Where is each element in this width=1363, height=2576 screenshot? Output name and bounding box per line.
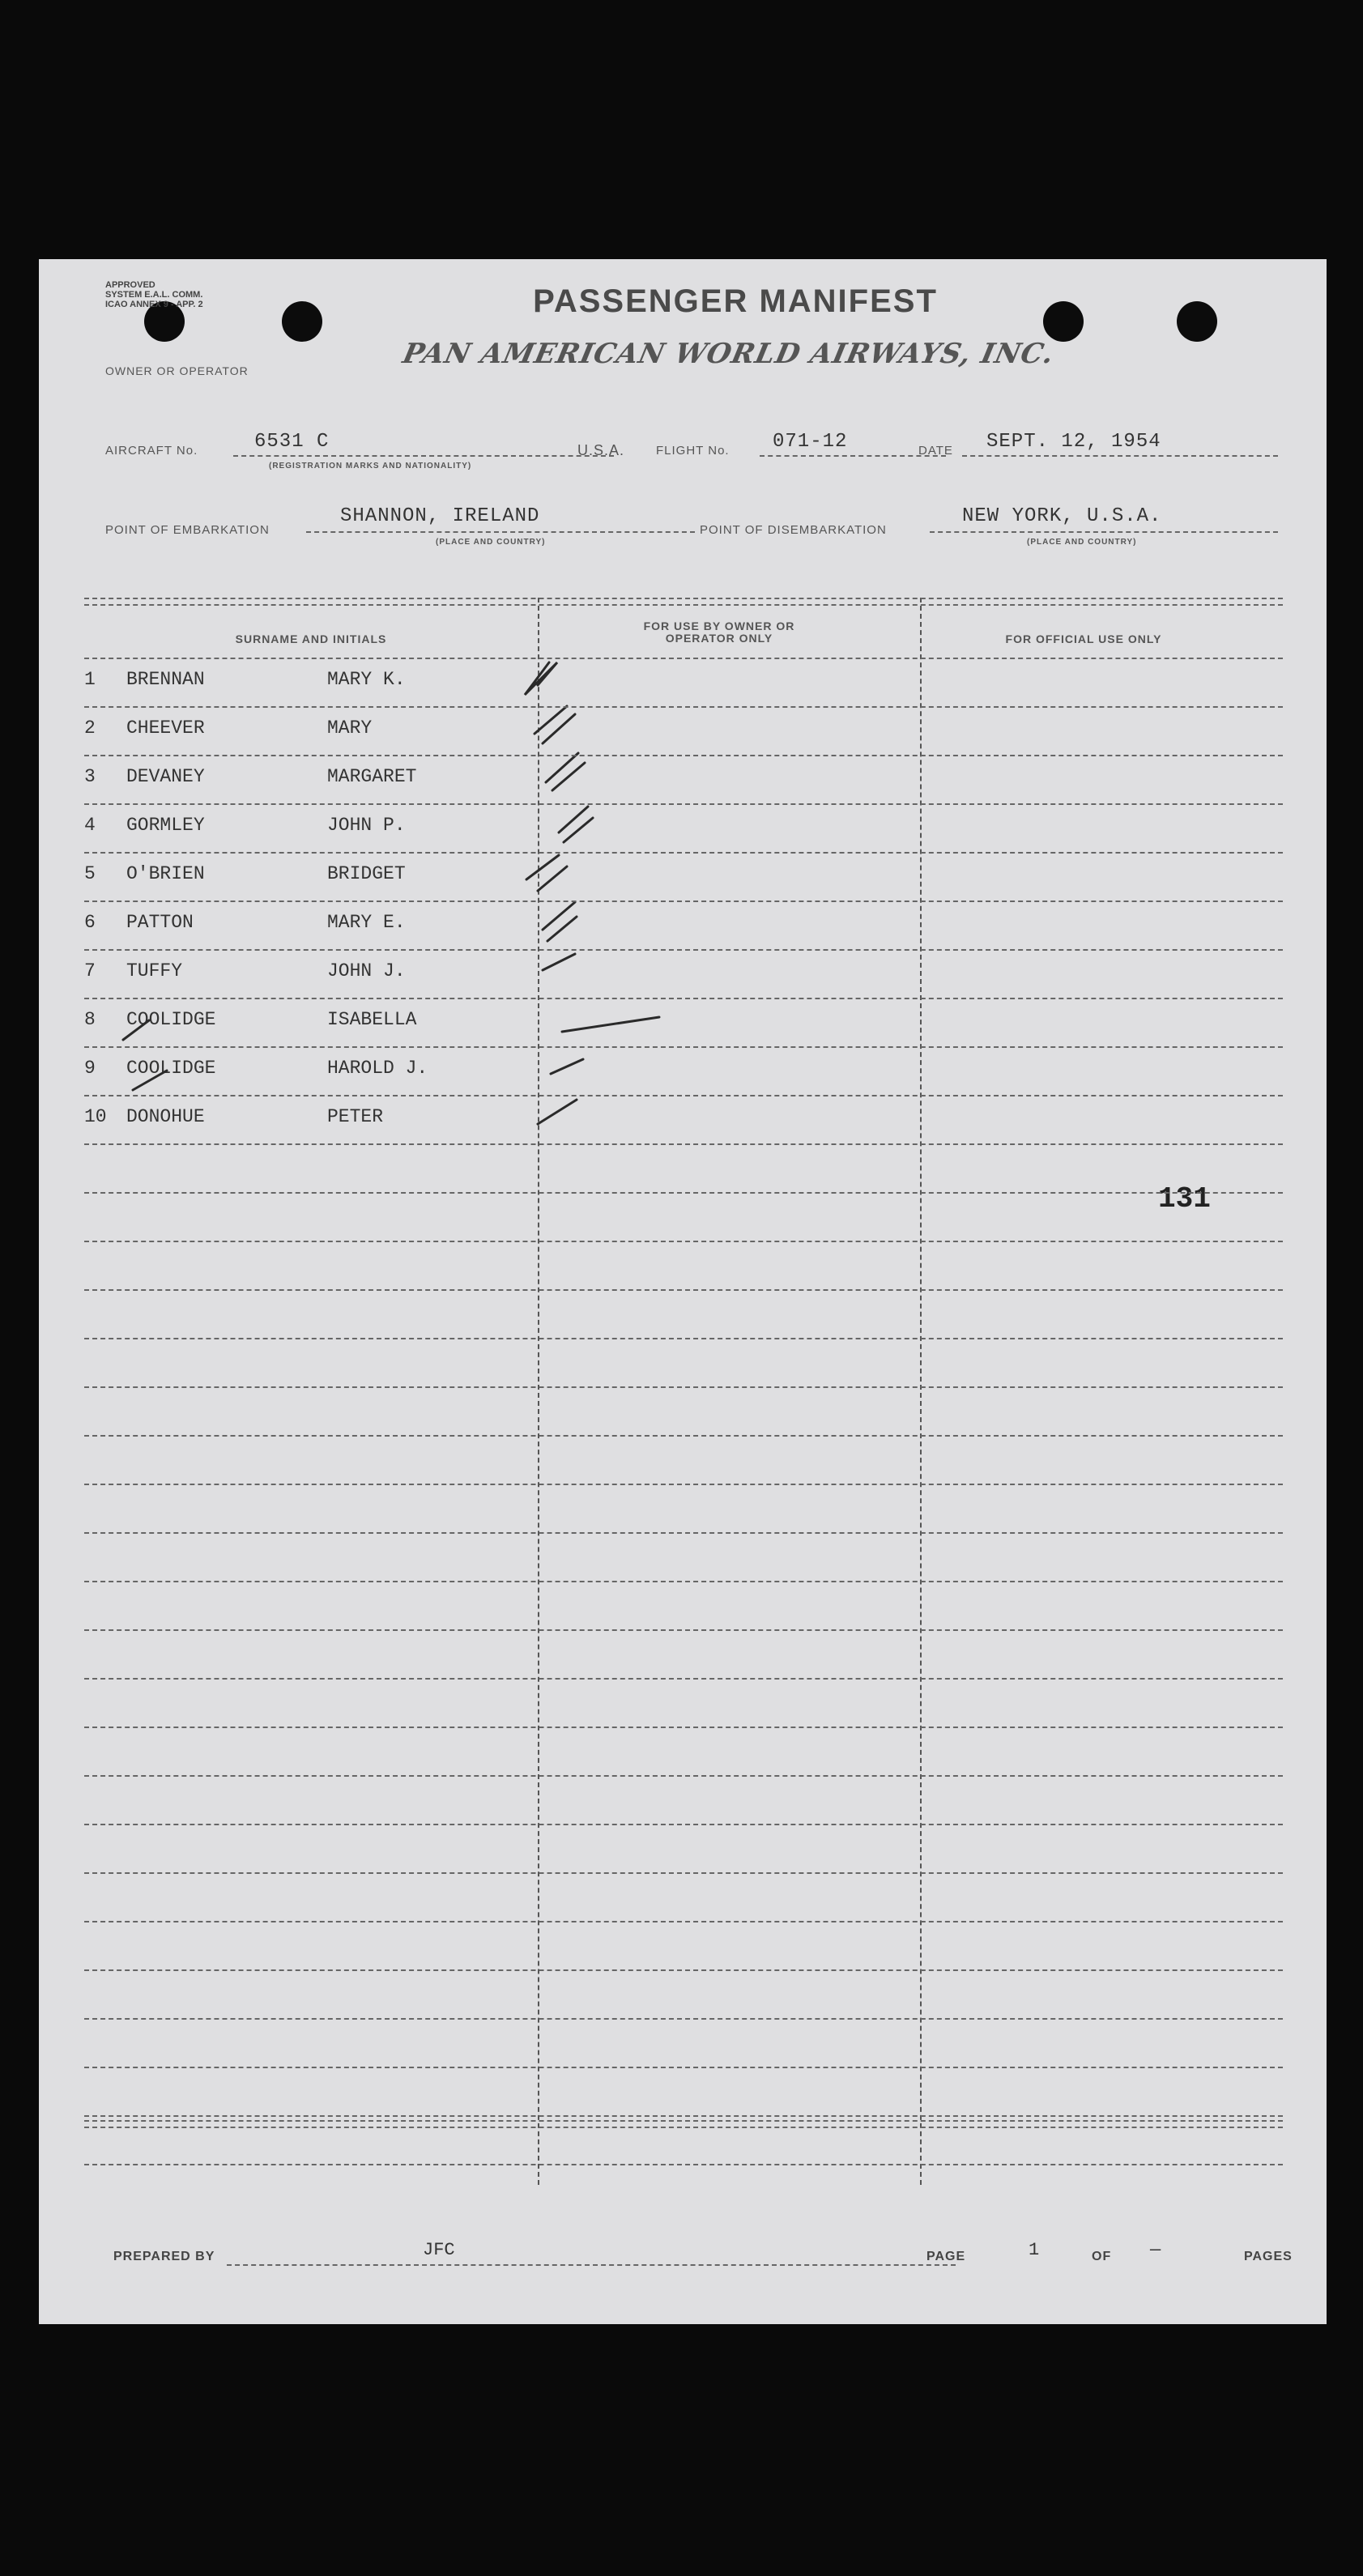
row-surname: DEVANEY <box>126 766 205 787</box>
row-given-name: BRIDGET <box>327 863 406 884</box>
check-mark <box>546 753 585 790</box>
airline-name: PAN AMERICAN WORLD AIRWAYS, INC. <box>399 338 1058 370</box>
of-value: — <box>1150 2240 1161 2260</box>
table-rule <box>84 1629 1283 1631</box>
date-underline <box>962 455 1278 457</box>
table-rule <box>84 1921 1283 1922</box>
table-rule <box>84 803 1283 805</box>
table-rule <box>84 998 1283 999</box>
aircraft-caption: (REGISTRATION MARKS AND NATIONALITY) <box>269 462 472 470</box>
punch-hole <box>282 301 322 342</box>
table-rule <box>84 1143 1283 1145</box>
date-label: DATE <box>918 444 953 458</box>
table-rule <box>84 1532 1283 1534</box>
table-rule <box>84 1046 1283 1048</box>
row-surname: O'BRIEN <box>126 863 205 884</box>
table-rule <box>84 901 1283 902</box>
table-rule <box>84 2127 1283 2128</box>
manifest-sheet <box>39 259 1327 2324</box>
row-surname: CHEEVER <box>126 717 205 739</box>
row-surname: GORMLEY <box>126 815 205 836</box>
table-rule <box>84 1824 1283 1825</box>
table-rule <box>84 1192 1283 1194</box>
embark-label: POINT OF EMBARKATION <box>105 523 270 537</box>
row-surname: PATTON <box>126 912 194 933</box>
table-rule <box>84 1969 1283 1971</box>
flight-value: 071-12 <box>773 431 848 453</box>
punch-hole <box>1043 301 1084 342</box>
table-rule <box>84 658 1283 659</box>
table-rule <box>84 1775 1283 1777</box>
row-number: 6 <box>84 912 96 933</box>
page-value: 1 <box>1029 2240 1040 2260</box>
page-label: PAGE <box>926 2250 966 2263</box>
col-official-header: FOR OFFICIAL USE ONLY <box>1005 632 1162 645</box>
row-given-name: MARGARET <box>327 766 417 787</box>
prepared-underline <box>227 2264 956 2266</box>
col-owner-header: FOR USE BY OWNER OR OPERATOR ONLY <box>643 620 795 645</box>
table-rule <box>84 2164 1283 2165</box>
row-surname: BRENNAN <box>126 669 205 690</box>
aircraft-label: AIRCRAFT No. <box>105 444 198 458</box>
official-stamp-number: 131 <box>1158 1182 1211 1216</box>
row-given-name: MARY E. <box>327 912 406 933</box>
table-rule <box>84 1484 1283 1485</box>
table-rule <box>84 1435 1283 1437</box>
table-rule <box>84 2018 1283 2020</box>
table-rule <box>84 1678 1283 1680</box>
table-rule <box>84 2120 1283 2122</box>
col-surname-header: SURNAME AND INITIALS <box>235 632 387 645</box>
table-rule <box>84 755 1283 756</box>
table-rule <box>84 598 1283 599</box>
row-surname: TUFFY <box>126 960 183 981</box>
column-divider <box>920 598 922 2185</box>
table-rule <box>84 2115 1283 2117</box>
pages-label: PAGES <box>1244 2250 1293 2263</box>
row-number: 5 <box>84 863 96 884</box>
check-mark <box>525 662 557 695</box>
check-mark <box>543 954 575 970</box>
table-rule <box>84 706 1283 708</box>
check-marks <box>84 598 716 1181</box>
aircraft-underline <box>233 455 614 457</box>
country-value: U.S.A. <box>577 442 625 458</box>
embark-value: SHANNON, IRELAND <box>340 505 540 527</box>
check-mark <box>559 807 593 842</box>
table-rule <box>84 2067 1283 2068</box>
table-rule <box>84 1289 1283 1291</box>
row-surname: COOLIDGE <box>126 1009 216 1030</box>
row-number: 1 <box>84 669 96 690</box>
check-mark <box>562 1017 659 1032</box>
embark-underline <box>306 531 695 533</box>
approval-note-2: SYSTEM E.A.L. COMM. <box>105 290 203 300</box>
row-given-name: JOHN J. <box>327 960 406 981</box>
check-mark <box>133 1071 167 1090</box>
row-given-name: JOHN P. <box>327 815 406 836</box>
check-mark <box>535 706 575 743</box>
prepared-by-value: JFC <box>423 2240 455 2260</box>
row-number: 3 <box>84 766 96 787</box>
row-number: 4 <box>84 815 96 836</box>
row-number: 8 <box>84 1009 96 1030</box>
table-rule <box>84 1241 1283 1242</box>
check-mark <box>123 1020 149 1040</box>
disembark-underline <box>930 531 1278 533</box>
table-rule <box>84 1386 1283 1388</box>
date-value: SEPT. 12, 1954 <box>986 431 1161 453</box>
table-rule <box>84 1095 1283 1096</box>
table-rule <box>84 852 1283 854</box>
flight-label: FLIGHT No. <box>656 444 730 458</box>
check-mark <box>538 1100 577 1124</box>
row-number: 9 <box>84 1058 96 1079</box>
row-number: 2 <box>84 717 96 739</box>
prepared-by-label: PREPARED BY <box>113 2250 215 2263</box>
row-given-name: MARY <box>327 717 373 739</box>
row-given-name: ISABELLA <box>327 1009 417 1030</box>
aircraft-value: 6531 C <box>254 431 330 453</box>
check-mark <box>543 902 577 941</box>
approval-note-3: ICAO ANNEX 9 - APP. 2 <box>105 300 203 309</box>
disembark-value: NEW YORK, U.S.A. <box>962 505 1162 527</box>
punch-hole <box>1177 301 1217 342</box>
row-given-name: PETER <box>327 1106 384 1127</box>
table-rule <box>84 949 1283 951</box>
disembark-caption: (PLACE AND COUNTRY) <box>1027 538 1137 547</box>
check-mark <box>526 855 567 891</box>
row-number: 7 <box>84 960 96 981</box>
of-label: OF <box>1092 2250 1112 2263</box>
check-mark <box>551 1059 583 1074</box>
row-given-name: HAROLD J. <box>327 1058 428 1079</box>
approval-note-1: APPROVED <box>105 280 155 290</box>
table-rule <box>84 1581 1283 1582</box>
table-rule <box>84 1727 1283 1728</box>
disembark-label: POINT OF DISEMBARKATION <box>700 523 887 537</box>
embark-caption: (PLACE AND COUNTRY) <box>436 538 546 547</box>
passenger-table <box>84 598 1283 2185</box>
row-surname: COOLIDGE <box>126 1058 216 1079</box>
table-rule <box>84 1338 1283 1339</box>
table-rule <box>84 604 1283 606</box>
row-given-name: MARY K. <box>327 669 406 690</box>
row-number: 10 <box>84 1106 107 1127</box>
owner-label: OWNER OR OPERATOR <box>105 364 249 377</box>
table-rule <box>84 1872 1283 1874</box>
row-surname: DONOHUE <box>126 1106 205 1127</box>
form-title: PASSENGER MANIFEST <box>533 283 938 319</box>
